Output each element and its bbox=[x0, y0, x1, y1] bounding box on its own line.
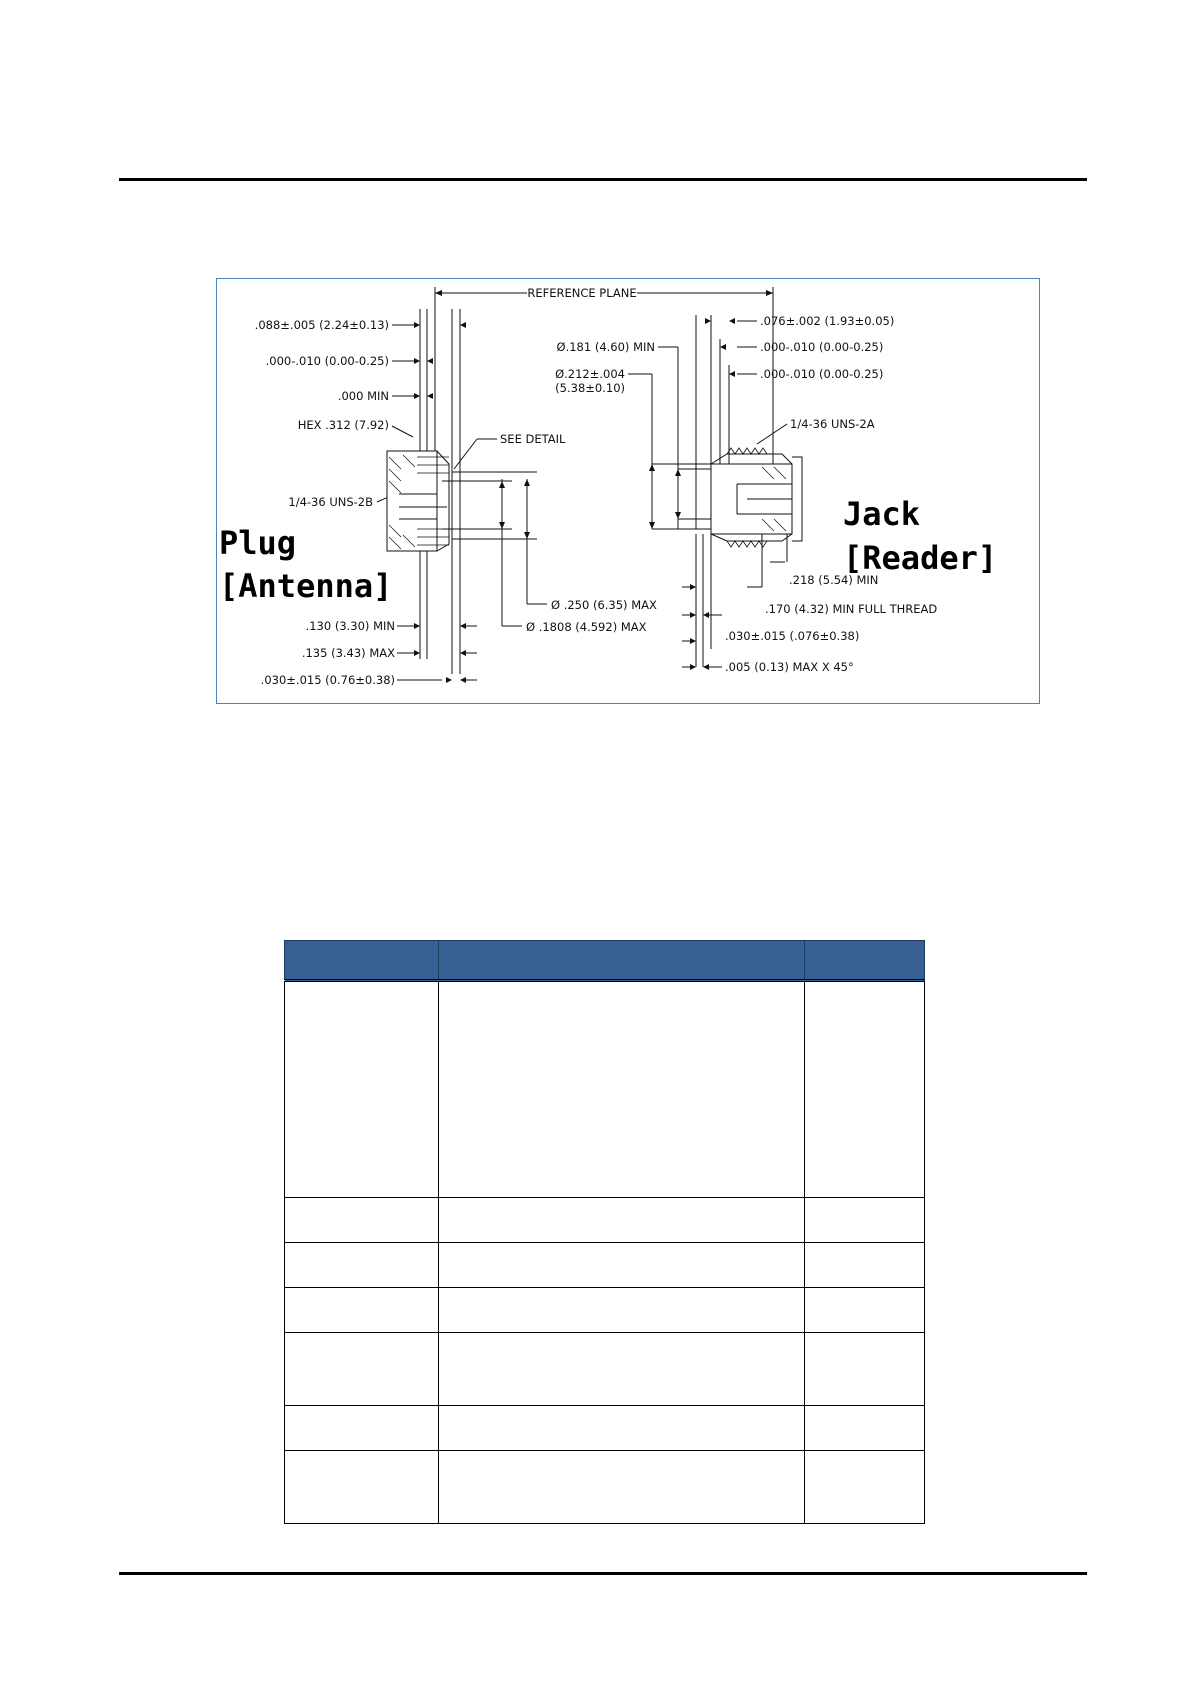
reference-plane-label: REFERENCE PLANE bbox=[527, 286, 637, 300]
table-cell bbox=[439, 1198, 805, 1243]
table-cell bbox=[285, 1333, 439, 1406]
plug-dim-thread: 1/4-36 UNS-2B bbox=[288, 495, 373, 509]
table-row bbox=[285, 981, 925, 1198]
plug-sublabel: [Antenna] bbox=[219, 567, 393, 605]
table-cell bbox=[805, 981, 925, 1198]
connector-drawing-figure bbox=[216, 278, 1040, 704]
plug-dim-3: .000 MIN bbox=[337, 389, 389, 403]
table-row bbox=[285, 1451, 925, 1524]
table-cell bbox=[805, 1288, 925, 1333]
table-cell bbox=[805, 1198, 925, 1243]
jack-dim-2: .000-.010 (0.00-0.25) bbox=[760, 340, 884, 354]
table-cell bbox=[285, 1451, 439, 1524]
jack-dim-diameter-tol: Ø.212±.004 bbox=[555, 367, 625, 381]
jack-dim-1: .076±.002 (1.93±0.05) bbox=[760, 314, 895, 328]
table-cell bbox=[285, 981, 439, 1198]
connector-drawing bbox=[217, 279, 1038, 702]
table-cell bbox=[805, 1243, 925, 1288]
table-cell bbox=[285, 1288, 439, 1333]
jack-dim-10: .030±.015 (.076±0.38) bbox=[725, 629, 860, 643]
spec-table bbox=[284, 940, 925, 1524]
plug-dim-2: .000-.010 (0.00-0.25) bbox=[265, 354, 389, 368]
table-cell bbox=[805, 1406, 925, 1451]
jack-label: Jack bbox=[843, 495, 921, 533]
jack-dim-8: .218 (5.54) MIN bbox=[789, 573, 879, 587]
plug-dim-1: .088±.005 (2.24±0.13) bbox=[254, 318, 389, 332]
table-cell bbox=[439, 1406, 805, 1451]
plug-label: Plug bbox=[219, 524, 297, 562]
table-cell bbox=[805, 1333, 925, 1406]
table-cell bbox=[439, 1288, 805, 1333]
table-cell bbox=[439, 1451, 805, 1524]
plug-dim-6: .130 (3.30) MIN bbox=[305, 619, 395, 633]
footer-rule bbox=[119, 1572, 1087, 1575]
jack-dim-diameter-tol-mm: (5.38±0.10) bbox=[555, 381, 625, 395]
table-header-row bbox=[285, 941, 925, 981]
table-row bbox=[285, 1406, 925, 1451]
jack-dim-thread: 1/4-36 UNS-2A bbox=[790, 417, 875, 431]
jack-dim-11: .005 (0.13) MAX X 45° bbox=[725, 660, 854, 674]
table-cell bbox=[285, 1198, 439, 1243]
table-cell bbox=[439, 1243, 805, 1288]
see-detail-label: SEE DETAIL bbox=[500, 432, 566, 446]
jack-dim-diameter-min: Ø.181 (4.60) MIN bbox=[556, 340, 655, 354]
table-header-cell bbox=[285, 941, 439, 981]
table-cell bbox=[285, 1406, 439, 1451]
jack-sublabel: [Reader] bbox=[843, 539, 998, 577]
table-row bbox=[285, 1333, 925, 1406]
jack-dim-3: .000-.010 (0.00-0.25) bbox=[760, 367, 884, 381]
table-row bbox=[285, 1198, 925, 1243]
plug-dim-diameter-1: Ø .250 (6.35) MAX bbox=[551, 598, 657, 612]
plug-dim-7: .135 (3.43) MAX bbox=[301, 646, 395, 660]
table-cell bbox=[285, 1243, 439, 1288]
table-header-cell bbox=[439, 941, 805, 981]
header-rule bbox=[119, 178, 1087, 181]
table-header-cell bbox=[805, 941, 925, 981]
plug-dim-8: .030±.015 (0.76±0.38) bbox=[260, 673, 395, 687]
table-cell bbox=[439, 981, 805, 1198]
table-row bbox=[285, 1243, 925, 1288]
jack-dim-9: .170 (4.32) MIN FULL THREAD bbox=[765, 602, 938, 616]
table-cell bbox=[439, 1333, 805, 1406]
table-row bbox=[285, 1288, 925, 1333]
table-cell bbox=[805, 1451, 925, 1524]
plug-dim-diameter-2: Ø .1808 (4.592) MAX bbox=[526, 620, 647, 634]
plug-dim-hex: HEX .312 (7.92) bbox=[297, 418, 389, 432]
